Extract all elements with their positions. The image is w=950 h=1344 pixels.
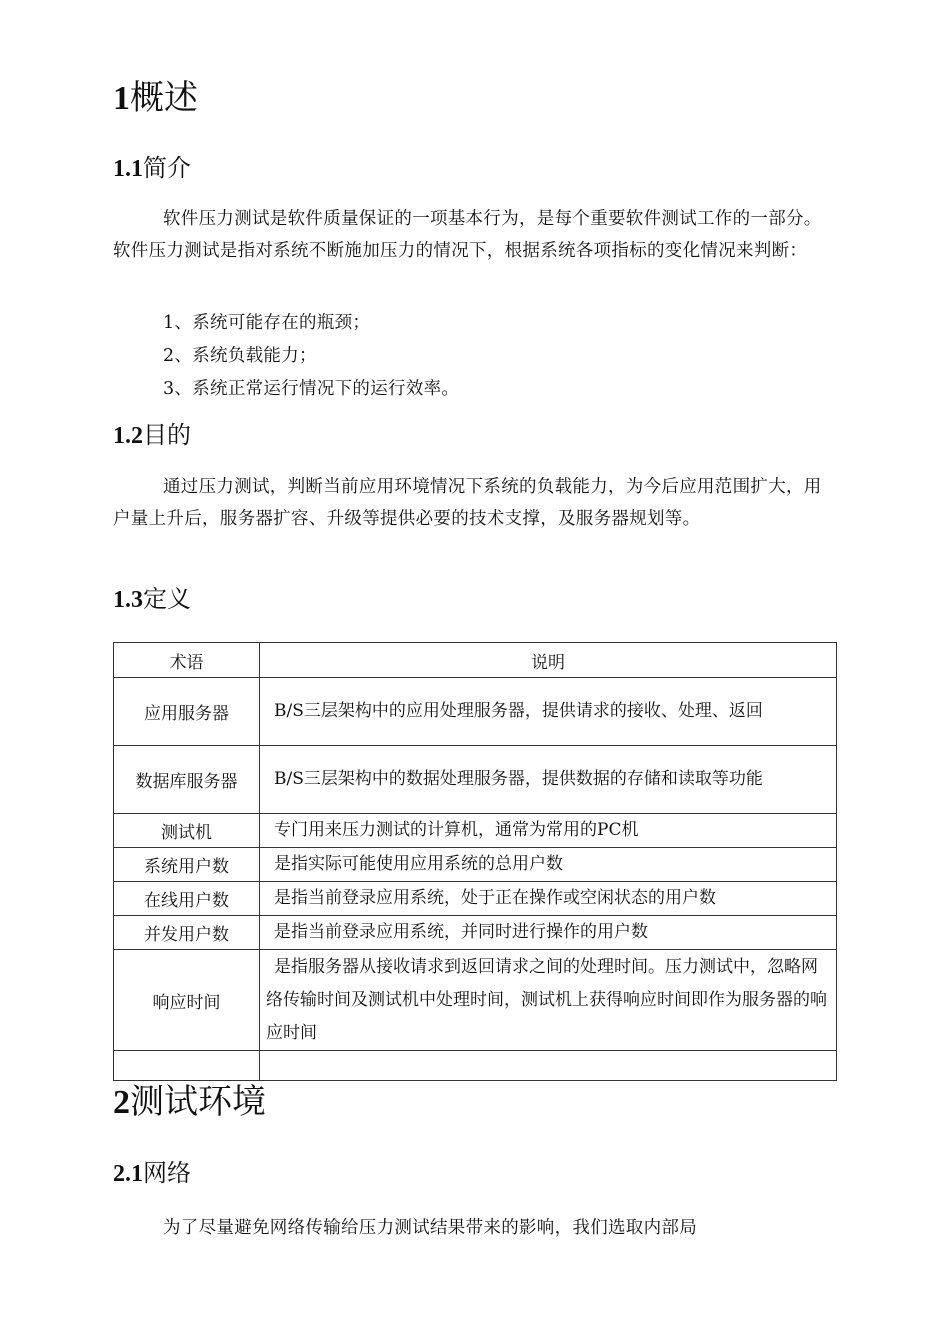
description-cell: 是指实际可能使用应用系统的总用户数 <box>260 848 837 882</box>
table-row <box>114 1051 837 1081</box>
term-cell: 应用服务器 <box>114 678 260 746</box>
intro-paragraph: 软件压力测试是软件质量保证的一项基本行为，是每个重要软件测试工作的一部分。软件压力测试是指对系统不断施加压力的情况下，根据系统各项指标的变化情况来判断： <box>113 209 822 261</box>
table-row <box>114 814 837 848</box>
heading-2-1: 2.1网络 <box>113 1159 191 1187</box>
term-cell: 数据库服务器 <box>114 746 260 814</box>
heading-1: 1概述 <box>113 78 198 118</box>
table-row <box>114 848 837 882</box>
table-row <box>114 916 837 950</box>
judgment-list <box>163 307 459 406</box>
table-row <box>114 950 837 1051</box>
term-cell: 响应时间 <box>114 950 260 1051</box>
term-cell: 系统用户数 <box>114 848 260 882</box>
heading-1-1: 1.1简介 <box>113 154 191 182</box>
table-row <box>114 882 837 916</box>
definitions-table <box>113 642 837 1081</box>
heading-2: 2测试环境 <box>113 1082 266 1122</box>
column-header-description: 说明 <box>260 643 837 678</box>
description-cell: 是指服务器从接收请求到返回请求之间的处理时间。压力测试中，忽略网络传输时间及测试机中处理时间，测试机上获得响应时间即作为服务器的响应时间 <box>260 950 837 1051</box>
description-cell <box>260 1051 837 1081</box>
description-cell: B/S三层架构中的应用处理服务器，提供请求的接收、处理、返回 <box>260 678 837 746</box>
list-item: 1、系统可能存在的瓶颈； <box>163 313 371 333</box>
network-paragraph: 为了尽量避免网络传输给压力测试结果带来的影响，我们选取内部局 <box>163 1218 697 1238</box>
list-item: 2、系统负载能力； <box>163 346 317 366</box>
column-header-term: 术语 <box>114 643 260 678</box>
purpose-paragraph: 通过压力测试，判断当前应用环境情况下系统的负载能力，为今后应用范围扩大，用户量上升后，服务器扩容、升级等提供必要的技术支撑，及服务器规划等。 <box>113 477 822 529</box>
table-row <box>114 746 837 814</box>
description-cell: 专门用来压力测试的计算机，通常为常用的PC机 <box>260 814 837 848</box>
description-cell: B/S三层架构中的数据处理服务器，提供数据的存储和读取等功能 <box>260 746 837 814</box>
heading-1-3: 1.3定义 <box>113 585 191 613</box>
table-row <box>114 678 837 746</box>
list-item: 3、系统正常运行情况下的运行效率。 <box>163 379 460 399</box>
term-cell: 在线用户数 <box>114 882 260 916</box>
term-cell <box>114 1051 260 1081</box>
description-cell: 是指当前登录应用系统，并同时进行操作的用户数 <box>260 916 837 950</box>
description-cell: 是指当前登录应用系统，处于正在操作或空闲状态的用户数 <box>260 882 837 916</box>
heading-1-2: 1.2目的 <box>113 421 191 449</box>
table-header-row <box>114 643 837 678</box>
term-cell: 测试机 <box>114 814 260 848</box>
term-cell: 并发用户数 <box>114 916 260 950</box>
